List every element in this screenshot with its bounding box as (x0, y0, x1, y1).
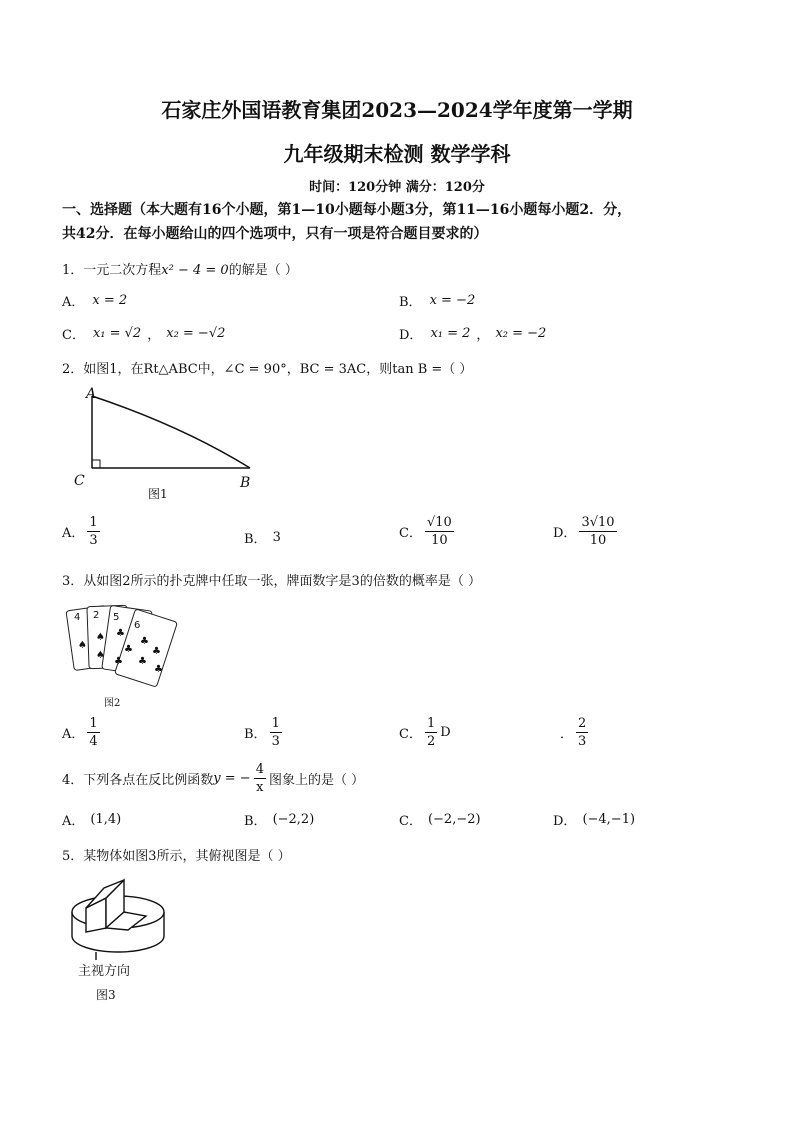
q4-option-b-text: (−2,2) (272, 812, 315, 827)
svg-text:♣: ♣ (124, 644, 133, 655)
q1-option-c-label: C． (62, 328, 85, 343)
svg-text:♣: ♣ (116, 628, 125, 639)
svg-text:♠: ♠ (96, 632, 105, 643)
q1-option-c[interactable]: C． x₁ = √2 ， x₂ = −√2 (62, 326, 226, 343)
svg-text:♣: ♣ (140, 636, 149, 647)
q3-option-a[interactable] (62, 717, 103, 748)
q3-option-b-label: B． (244, 727, 267, 742)
question-2-stem: 2．如图1，在Rt△ABC中，∠C = 90°，BC = 3AC，则tan B =（ ） (62, 362, 473, 377)
section-heading-line2: 共42分．在每小题给山的四个选项中，只有一项是符合题目要求的） (62, 226, 488, 242)
q1-option-a[interactable] (62, 291, 127, 310)
q1-equation: x² − 4 = 0 (161, 263, 229, 278)
q1-option-a-label: A． (62, 295, 85, 310)
q2-option-c-label: C． (399, 526, 422, 541)
question-3-stem: 3．从如图2所示的扑克牌中任取一张，牌面数字是3的倍数的概率是（ ） (62, 574, 481, 589)
q1-option-d-x2: x₂ = −2 (495, 326, 547, 341)
q1-stem-suffix: 的解是（ ） (228, 263, 298, 278)
q3-option-c-fraction: $\frac{1}{2}$ (426, 716, 436, 749)
q2-option-c[interactable] (399, 516, 457, 547)
q4-function-fraction: $\frac{4}{x}$ (255, 762, 264, 795)
q1-option-b[interactable] (399, 291, 475, 310)
svg-text:2: 2 (93, 610, 100, 621)
q3-option-a-fraction: $\frac{1}{4}$ (89, 716, 98, 749)
svg-text:♣: ♣ (114, 656, 123, 667)
q1-option-d-x1: x₁ = 2 (430, 326, 471, 341)
q2-option-d[interactable] (553, 516, 620, 547)
q2-option-b[interactable] (244, 528, 281, 547)
q2-option-a-fraction: $\frac{1}{3}$ (89, 515, 98, 548)
svg-text:♣: ♣ (152, 646, 161, 657)
q4-option-d[interactable] (553, 810, 635, 829)
q4-option-c-text: (−2,−2) (427, 812, 481, 827)
q1-option-c-x1: x₁ = √2 (92, 326, 142, 341)
q3-option-b[interactable] (244, 717, 285, 748)
right-angle-mark (92, 460, 100, 468)
q4-option-c-label: C． (399, 814, 422, 829)
svg-text:5: 5 (113, 612, 120, 623)
q3-option-d[interactable] (560, 717, 591, 748)
svg-text:♣: ♣ (138, 656, 147, 667)
svg-text:♠: ♠ (96, 650, 105, 661)
section-heading-line1: 一、选择题（本大题有16个小题，第1—10小题每小题3分，第11—16小题每小题2．分， (62, 202, 632, 218)
q2-option-d-fraction: $\frac{3√10}{10}$ (581, 515, 615, 548)
q1-option-d[interactable]: D． x₁ = 2 ， x₂ = −2 (399, 326, 547, 343)
figure-2-playing-cards (66, 600, 191, 695)
fig1-vertex-c: C (74, 473, 85, 489)
q2-option-a[interactable] (62, 516, 103, 547)
side-ab (92, 396, 250, 468)
q4-option-a-label: A． (62, 814, 85, 829)
q3-option-d-label: ． (560, 727, 574, 742)
fig3-caption: 图3 (96, 988, 116, 1002)
q2-option-d-label: D． (553, 526, 577, 541)
svg-text:♣: ♣ (154, 664, 163, 675)
q2-option-c-fraction: $\frac{√10}{10}$ (426, 515, 452, 548)
question-4-stem (62, 763, 364, 794)
q1-stem-prefix: 1．一元二次方程 (62, 263, 162, 278)
fig1-vertex-b: B (240, 475, 251, 491)
q4-stem-prefix: 4．下列各点在反比例函数 (62, 773, 214, 788)
q2-option-a-label: A． (62, 526, 85, 541)
q2-option-b-text: 3 (272, 530, 281, 545)
question-1-stem (62, 259, 298, 278)
svg-text:♠: ♠ (78, 640, 87, 651)
exam-subtitle: 九年级期末检测 数学学科 (283, 142, 511, 166)
figure-1-triangle (72, 386, 262, 501)
q4-option-a[interactable] (62, 810, 121, 829)
q1-option-b-label: B． (399, 295, 422, 310)
q4-stem-suffix: 图象上的是（ ） (268, 773, 365, 788)
q4-option-b-label: B． (244, 814, 267, 829)
q3-option-c[interactable] (399, 717, 451, 748)
q4-option-d-text: (−4,−1) (582, 812, 636, 827)
fig2-caption: 图2 (104, 698, 121, 709)
svg-text:6: 6 (134, 620, 141, 631)
q3-option-c-label: C． (399, 727, 422, 742)
exam-time-info: 时间：120分钟 满分：120分 (309, 180, 485, 195)
q4-function-lhs: y = − (213, 771, 251, 786)
q4-option-d-label: D． (553, 814, 577, 829)
fig1-vertex-a: A (86, 386, 97, 402)
svg-text:4: 4 (74, 612, 81, 623)
q4-option-a-text: (1,4) (90, 812, 122, 827)
exam-title: 石家庄外国语教育集团2023—2024学年度第一学期 (161, 98, 633, 122)
figure-3-solid (66, 872, 176, 964)
q3-option-a-label: A． (62, 727, 85, 742)
q3-option-b-fraction: $\frac{1}{3}$ (271, 716, 280, 749)
q1-option-c-x2: x₂ = −√2 (166, 326, 226, 341)
q4-option-b[interactable] (244, 810, 314, 829)
q1-option-b-text: x = −2 (429, 293, 476, 308)
question-5-stem: 5．某物体如图3所示，其俯视图是（ ） (62, 849, 291, 864)
q4-option-c[interactable] (399, 810, 481, 829)
fig3-direction-label: 主视方向 (78, 964, 131, 979)
q2-option-b-label: B． (244, 532, 267, 547)
q1-option-a-text: x = 2 (92, 293, 128, 308)
q1-option-d-label: D． (399, 328, 423, 343)
fig1-caption: 图1 (148, 487, 168, 501)
q3-option-c-suffix: D (440, 725, 451, 740)
q3-option-d-fraction: $\frac{2}{3}$ (578, 716, 587, 749)
